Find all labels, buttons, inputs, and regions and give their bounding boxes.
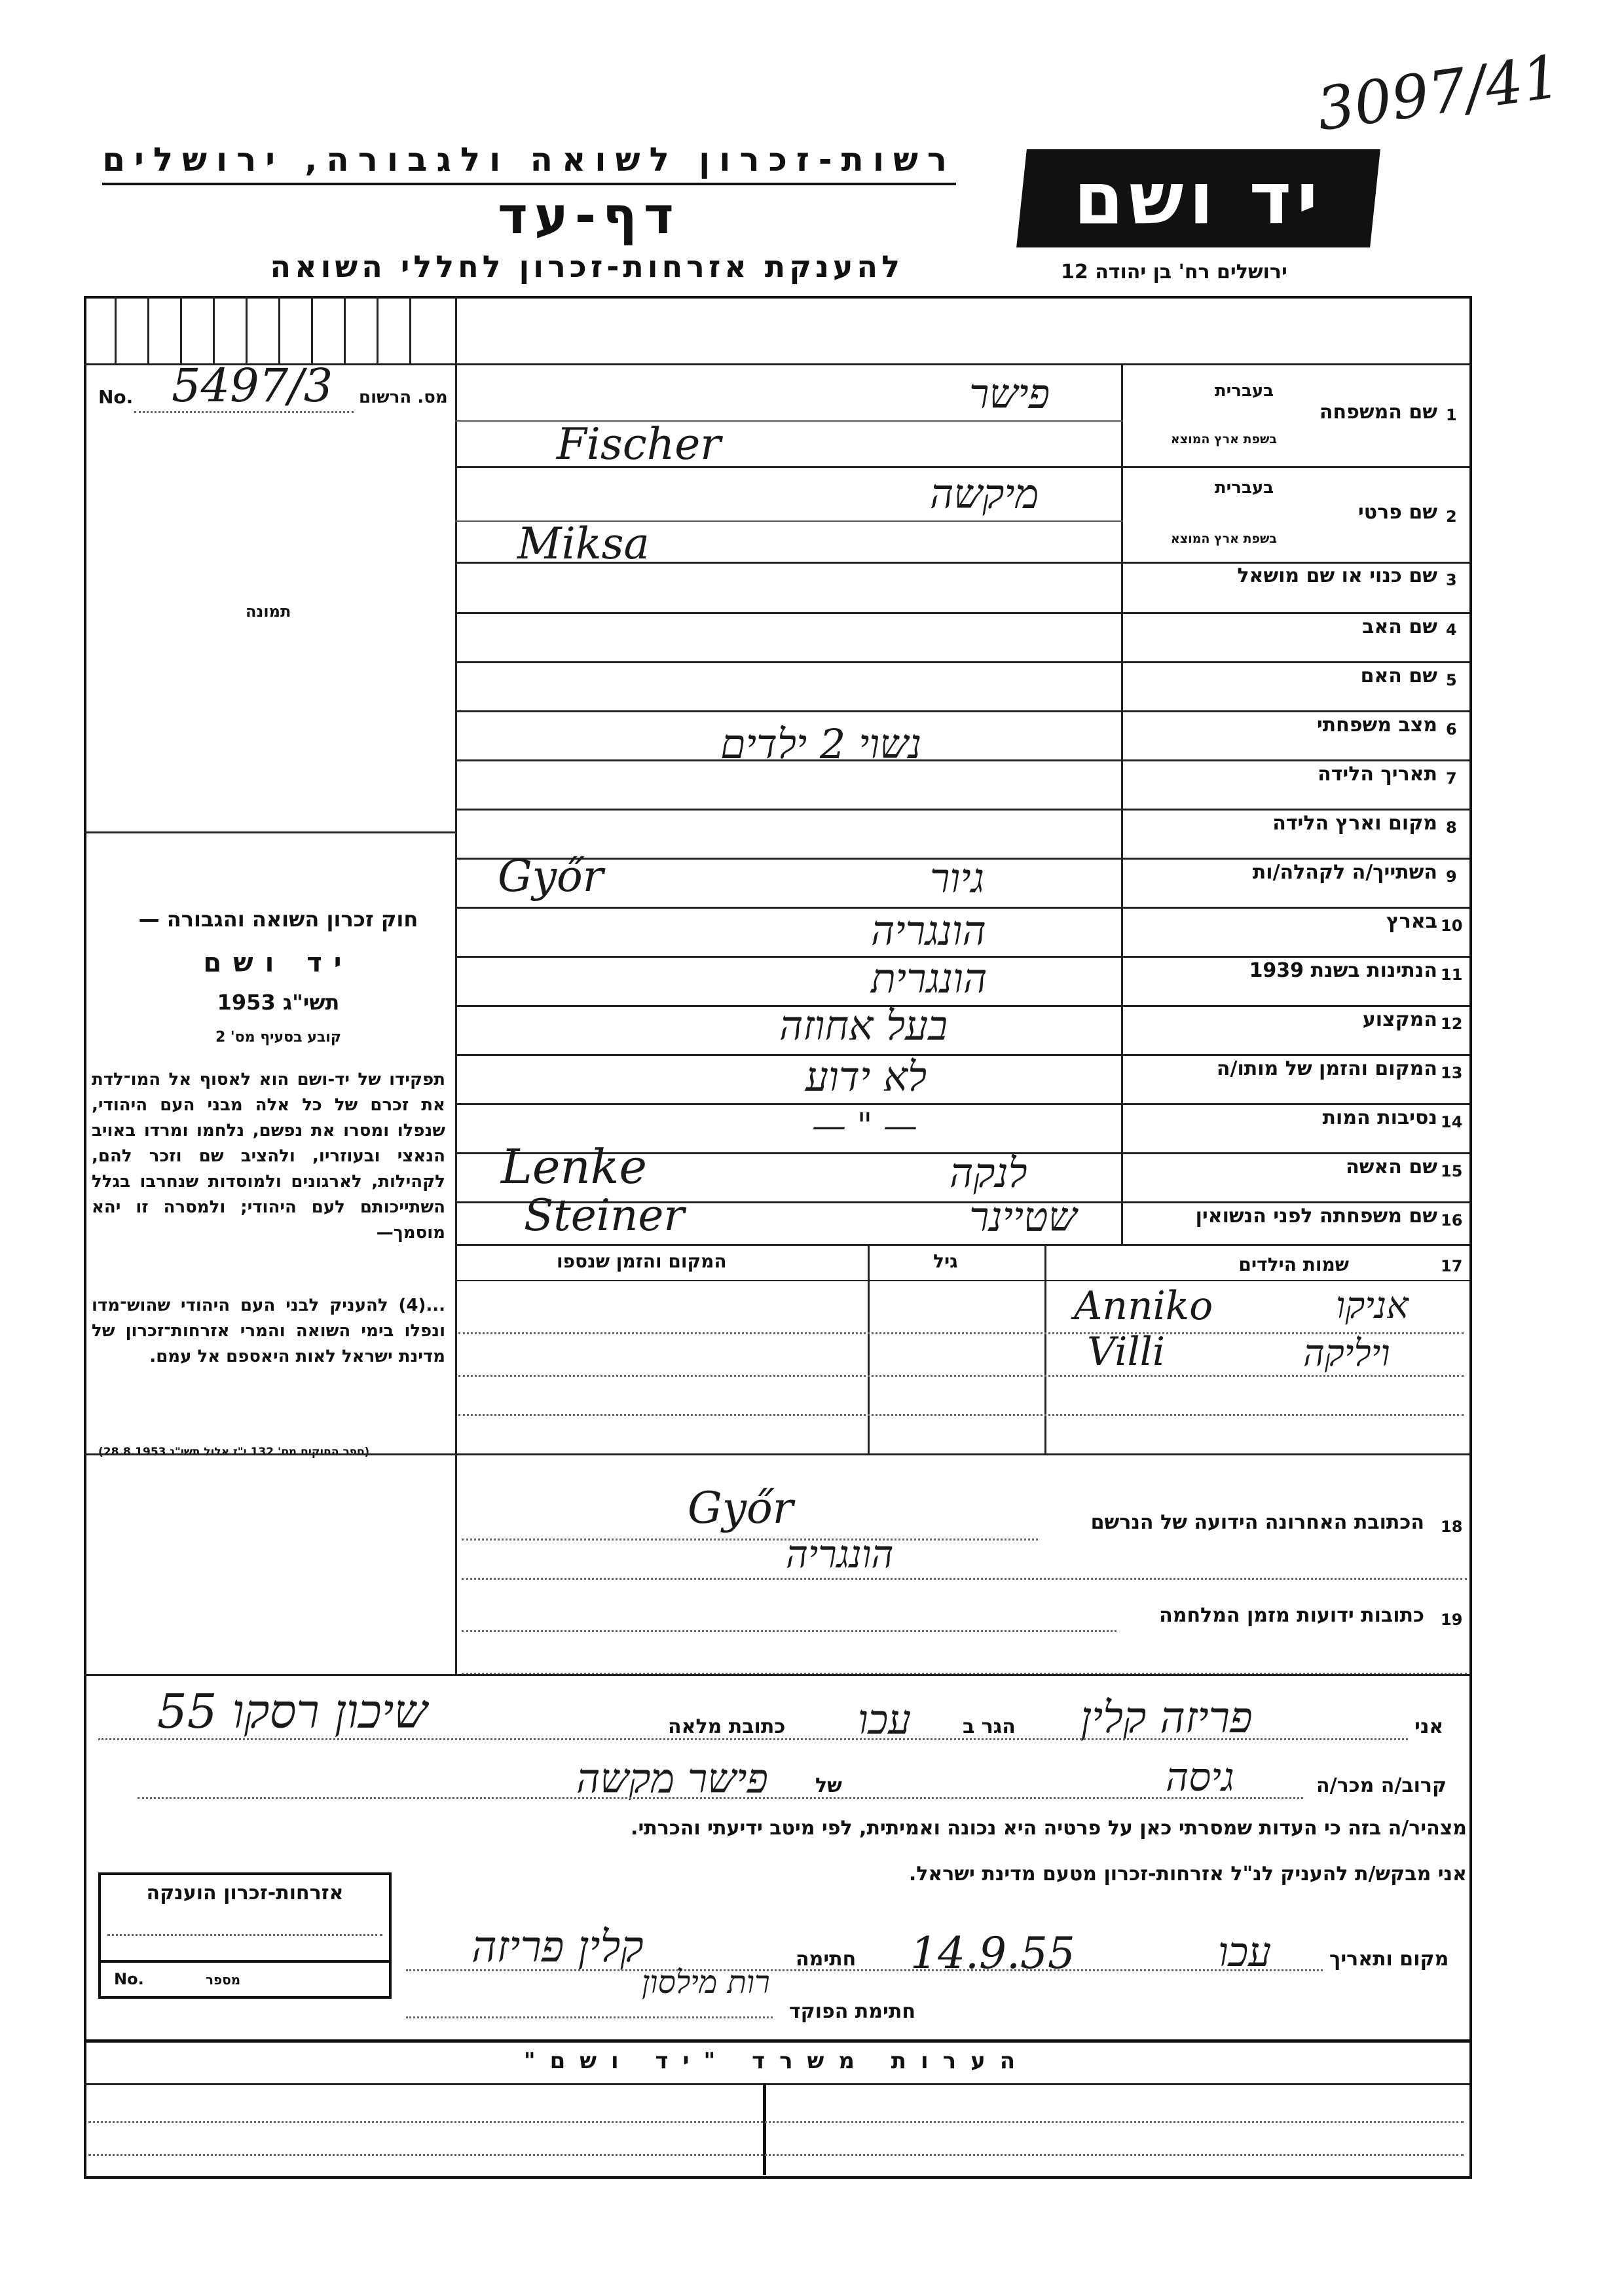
declarant-address: שיכון רסקו 55 <box>157 1684 428 1739</box>
death-circumstances-value: — " — <box>812 1106 917 1146</box>
field-row-line <box>455 1005 1469 1007</box>
field-13-number: 13 <box>1441 1064 1463 1082</box>
page-title: דף-עד <box>498 187 680 246</box>
field-14-label: נסיבות המות <box>1322 1106 1437 1129</box>
field-19-label: כתובות ידועות מזמן המלחמה <box>1159 1604 1424 1627</box>
last-address-hebrew: הונגריה <box>786 1532 894 1576</box>
field-row-line <box>455 363 1469 365</box>
field-19-number: 19 <box>1441 1611 1463 1629</box>
children-header-line <box>455 1280 1469 1281</box>
signature-line <box>406 1969 1323 1971</box>
registration-line <box>134 411 354 413</box>
office-notes-line <box>88 2121 1464 2123</box>
registration-no-prefix: No. <box>98 386 134 408</box>
strip-box <box>311 296 313 363</box>
field-subline <box>455 420 1123 422</box>
field-2-number: 2 <box>1446 507 1457 526</box>
field-3-label: שם כנוי או שם מושאל <box>1237 564 1437 587</box>
office-notes-top <box>84 2039 1469 2043</box>
field-16-number: 16 <box>1441 1211 1463 1230</box>
field-6-label: מצב משפחתי <box>1316 714 1437 737</box>
field-12-number: 12 <box>1441 1015 1463 1033</box>
field-15-label: שם האשה <box>1346 1156 1437 1178</box>
children-age-header: גיל <box>933 1250 958 1272</box>
registration-label: מס. הרשום <box>359 388 448 407</box>
given-name-latin: Miksa <box>517 519 650 569</box>
office-notes-line <box>88 2154 1464 2156</box>
field-5-label: שם האם <box>1360 665 1437 687</box>
field-row-line <box>455 1054 1469 1056</box>
of-label: של <box>815 1774 842 1797</box>
signature-label: חתימה <box>796 1948 857 1971</box>
field-13-label: המקום והזמן של מותו/ה <box>1216 1057 1437 1080</box>
given-name-hebrew: מיקשה <box>930 470 1039 518</box>
children-col-divider <box>1044 1244 1046 1453</box>
surname-hebrew: פישר <box>969 370 1050 418</box>
country-value: הונגריה <box>871 907 986 955</box>
child-2-name-latin: Villi <box>1087 1329 1166 1375</box>
of-name: פישר מקשה <box>576 1755 768 1802</box>
children-row-line <box>458 1375 1464 1377</box>
field-row-line <box>455 1103 1469 1105</box>
field-2-sub-hebrew: בעברית <box>1214 478 1274 498</box>
citizenship-box-divider <box>101 1960 389 1963</box>
wife-name-hebrew: לנקה <box>950 1149 1027 1197</box>
field-9-number: 9 <box>1446 867 1457 886</box>
field-1-sub-hebrew: בעברית <box>1214 381 1274 401</box>
citizenship-value: הונגרית <box>871 955 987 1002</box>
photo-label: תמונה <box>246 602 291 621</box>
registration-number: 5497/3 <box>172 359 333 412</box>
officer-line <box>406 2016 773 2018</box>
field-5-number: 5 <box>1446 671 1457 689</box>
children-table-top <box>455 1244 1469 1246</box>
profession-value: בעל אחוזה <box>779 1002 948 1049</box>
last-address-latin: Győr <box>688 1483 794 1533</box>
citizenship-no: No. <box>114 1970 144 1988</box>
field-1-number: 1 <box>1446 406 1457 424</box>
field-3-number: 3 <box>1446 571 1457 589</box>
citizenship-box-title: אזרחות-זכרון הוענקה <box>146 1882 344 1904</box>
declaration-text-1: מצהיר/ה בזה כי העדות שמסרתי כאן על פרטיה היא נכונה ואמיתית, לפי מיטב ידיעתי והכרתי. <box>631 1817 1467 1840</box>
field-row-line <box>455 759 1469 761</box>
community-latin: Győr <box>498 851 604 902</box>
field-10-label: בארץ <box>1386 910 1437 933</box>
children-col-divider <box>868 1244 870 1453</box>
authority-line: רשות-זכרון לשואה ולגבורה, ירושלים <box>102 141 956 185</box>
field-16-label: שם משפחתה לפני הנשואין <box>1195 1205 1437 1228</box>
field-9-label: השתייך/ה לקהלה/ות <box>1252 861 1437 884</box>
page-subtitle: להענקת אזרחות-זכרון לחללי השואה <box>270 249 904 284</box>
strip-box <box>278 296 280 363</box>
death-place-value: לא ידוע <box>805 1053 927 1101</box>
children-row-line <box>458 1414 1464 1416</box>
field-7-label: תאריך הלידה <box>1318 763 1437 786</box>
field-row-line <box>455 710 1469 712</box>
address-line <box>462 1578 1467 1580</box>
declarant-address-label: כתובת מלאה <box>668 1715 786 1738</box>
field-2-label: שם פרטי <box>1357 501 1437 524</box>
law-citation: (ספר החוקים מס' 132 י"ז אלול תשי"ג 28.8.1953) <box>98 1446 370 1459</box>
citizenship-box <box>98 1872 392 1999</box>
field-row-line <box>455 612 1469 614</box>
address-line <box>462 1539 1038 1540</box>
law-name: יד ושם <box>203 948 354 978</box>
field-row-line <box>455 562 1469 564</box>
office-notes-title: הערות משרד "יד ושם" <box>523 2048 1030 2074</box>
field-8-label: מקום וארץ הלידה <box>1272 812 1437 835</box>
place-date-label: מקום ותאריך <box>1329 1948 1449 1971</box>
field-label-divider <box>1121 363 1123 1244</box>
surname-latin: Fischer <box>557 419 721 469</box>
wife-maiden-latin: Steiner <box>524 1190 685 1241</box>
field-row-line <box>455 809 1469 811</box>
archive-number: 3097/41 <box>1312 42 1565 145</box>
law-text: תפקידו של יד-ושם הוא לאסוף אל המו־לדת את זכרם של כל אלה מבני העם היהודי, שנפלו ומסרו את נפשם, נלחמו ומרדו באויב הנאצי ובעוזריו, ולהציב שם וזכר להם, לקהילות, לארגונים ולמוסדות שנחרבו בגלל השתייכותם לעם היהודי; ולמסרה זו יהא מוסמך— <box>92 1070 445 1243</box>
child-1-name-latin: Anniko <box>1074 1283 1213 1329</box>
wife-maiden-hebrew: שטיינר <box>969 1193 1077 1241</box>
citizenship-box-line <box>107 1934 382 1936</box>
address-section-top <box>84 1453 1469 1455</box>
field-15-number: 15 <box>1441 1162 1463 1180</box>
marital-status-value: נשוי 2 ילדים <box>720 720 922 768</box>
declarant-ani: אני <box>1414 1715 1444 1738</box>
signature-value: קלין פריזה <box>471 1922 644 1972</box>
logo-text: יד ושם <box>1073 156 1323 240</box>
field-11-label: הנתינות בשנת 1939 <box>1249 959 1437 982</box>
field-17-number: 17 <box>1441 1257 1463 1275</box>
field-1-label: שם המשפחה <box>1319 401 1437 424</box>
field-2-sub-origin: בשפת ארץ המוצא <box>1170 532 1277 546</box>
child-2-name-hebrew: ויליקה <box>1303 1332 1390 1375</box>
header-address: ירושלים רח' בן יהודה 12 <box>1061 261 1287 283</box>
wife-name-latin: Lenke <box>501 1139 648 1194</box>
strip-box <box>344 296 346 363</box>
law-clause: קובע בסעיף מס' 2 <box>215 1029 342 1046</box>
children-names-header: שמות הילדים <box>1238 1254 1349 1275</box>
relative-label: קרוב/ה מכר/ה <box>1316 1774 1447 1797</box>
field-1-sub-origin: בשפת ארץ המוצא <box>1170 432 1277 446</box>
law-title: חוק זכרון השואה והגבורה — <box>138 907 418 932</box>
community-hebrew: גיור <box>930 854 985 902</box>
strip-box <box>409 296 411 363</box>
law-text-2: ...(4) להעניק לבני העם היהודי שהוש־מדו ונפלו בימי השואה והמרי אזרחות־זכרון של מדינת ישראל לאות היאספם אל עמם. <box>92 1296 445 1366</box>
field-8-number: 8 <box>1446 818 1457 837</box>
child-1-name-hebrew: אניקו <box>1336 1285 1409 1327</box>
yad-vashem-logo <box>1016 149 1380 247</box>
declarant-residing-label: הגר ב <box>963 1715 1016 1738</box>
field-4-label: שם האב <box>1362 615 1437 638</box>
children-place-header: המקום והזמן שנספו <box>557 1250 727 1272</box>
strip-box <box>213 296 215 363</box>
field-7-number: 7 <box>1446 769 1457 788</box>
office-notes-header-line <box>84 2083 1469 2085</box>
declarant-city: עכו <box>858 1696 912 1743</box>
field-12-label: המקצוע <box>1362 1008 1437 1031</box>
date-value: 14.9.55 <box>910 1928 1075 1978</box>
law-year: תשי"ג 1953 <box>217 990 340 1015</box>
field-14-number: 14 <box>1441 1113 1463 1131</box>
relation-value: גיסה <box>1166 1755 1234 1800</box>
field-11-number: 11 <box>1441 966 1463 984</box>
field-18-label: הכתובת האחרונה הידועה של הנרשם <box>1090 1511 1424 1534</box>
strip-box <box>246 296 248 363</box>
left-column-divider <box>455 296 457 1674</box>
declarant-section-top <box>84 1674 1469 1676</box>
declaration-text-2: אני מבקש/ת להעניק לנ"ל אזרחות-זכרון מטעם מדינת ישראל. <box>908 1863 1467 1886</box>
field-18-number: 18 <box>1441 1518 1463 1536</box>
field-row-line <box>455 661 1469 663</box>
field-10-number: 10 <box>1441 917 1463 935</box>
address-line <box>462 1630 1116 1632</box>
strip-box <box>115 296 117 363</box>
declarant-line <box>138 1797 1303 1799</box>
place-value: עכו <box>1218 1928 1272 1976</box>
strip-box <box>147 296 149 363</box>
declarant-line <box>98 1738 1408 1740</box>
officer-signature-label: חתימת הפוקד <box>789 2000 915 2023</box>
field-4-number: 4 <box>1446 621 1457 639</box>
declarant-name: פריזה קלין <box>1080 1692 1253 1743</box>
office-notes-divider <box>763 2083 766 2175</box>
field-row-line <box>455 466 1469 468</box>
officer-signature: רות מילסון <box>642 1964 770 2001</box>
strip-box <box>377 296 378 363</box>
strip-box <box>180 296 182 363</box>
field-6-number: 6 <box>1446 720 1457 738</box>
photo-box-bottom <box>84 831 456 833</box>
citizenship-number-label: מספר <box>206 1972 241 1988</box>
